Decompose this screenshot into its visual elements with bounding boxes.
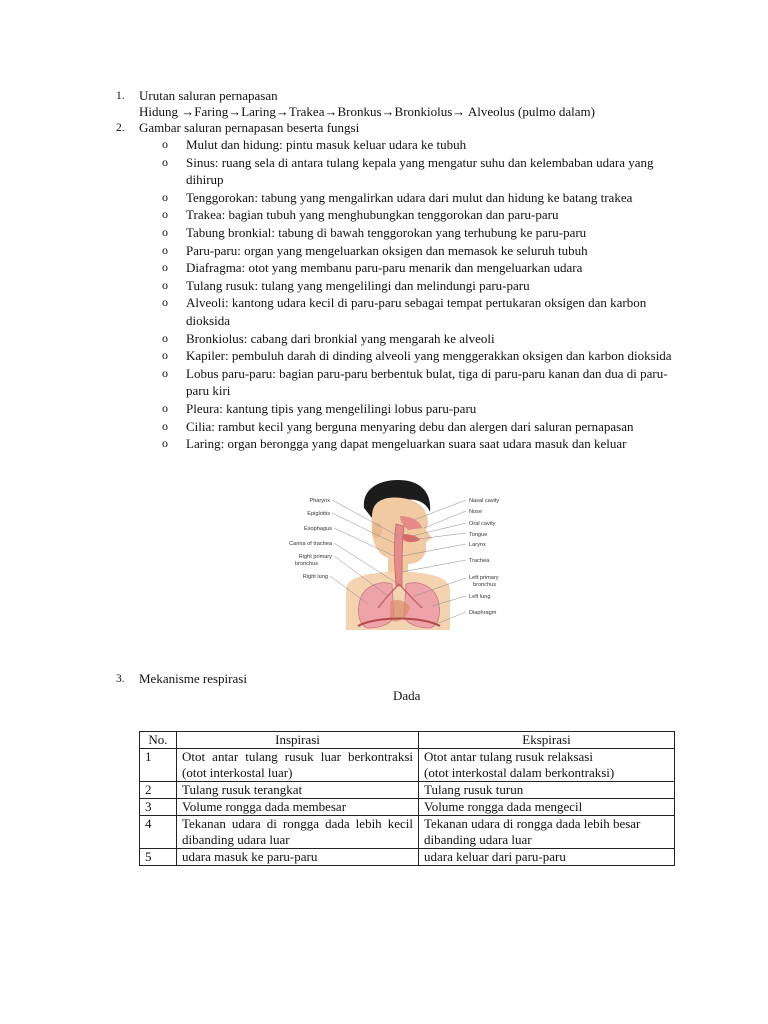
section-2-number: 2.	[116, 122, 125, 134]
cell-ekspirasi: udara keluar dari paru-paru	[419, 849, 675, 866]
cell-inspirasi: Volume rongga dada membesar	[177, 799, 419, 816]
organ-function-list	[0, 136, 768, 453]
header-no: No.	[140, 732, 177, 749]
cell-inspirasi: Tekanan udara di rongga dada lebih kecil dibanding udara luar	[177, 816, 419, 849]
table-row	[140, 749, 675, 782]
label-right-lung: Right lung	[302, 574, 328, 580]
cell-inspirasi: Tulang rusuk terangkat	[177, 782, 419, 799]
section-2-title: Gambar saluran pernapasan beserta fungsi	[139, 120, 360, 135]
label-nasal-cavity: Nasal cavity	[469, 498, 500, 504]
header-inspirasi: Inspirasi	[177, 732, 419, 749]
label-nose: Nose	[469, 509, 483, 515]
cell-no: 5	[140, 849, 177, 866]
label-diaphragm: Diaphragm	[469, 610, 497, 616]
list-item: o Tabung bronkial: tabung di bawah tenggorokan yang terhubung ke paru-paru	[162, 224, 587, 240]
left-labels	[289, 498, 333, 580]
cell-no: 2	[140, 782, 177, 799]
bullet-marker: o	[162, 365, 168, 380]
list-item: o Pleura: kantung tipis yang mengelilingi lobus paru-paru	[162, 400, 477, 416]
list-item: o Tulang rusuk: tulang yang mengelilingi dan melindungi paru-paru	[162, 277, 530, 293]
bullet-marker: o	[162, 436, 168, 451]
cell-no: 1	[140, 749, 177, 782]
bullet-marker: o	[162, 260, 168, 275]
list-item: o Trakea: bagian tubuh yang menghubungkan tenggorokan dan paru-paru	[162, 207, 559, 223]
section-1-title: Urutan saluran pernapasan	[139, 88, 278, 103]
label-left-bronchus: bronchus	[473, 582, 497, 588]
list-item: o Cilia: rambut kecil yang berguna menyaring debu dan alergen dari saluran pernapasan	[162, 418, 634, 434]
list-item: o Tenggorokan: tabung yang mengalirkan udara dari mulut dan hidung ke batang trakea	[162, 189, 633, 205]
bullet-marker: o	[162, 295, 168, 310]
respiratory-sequence: Hidung →Faring→Laring→Trakea→Bronkus→Bronkiolus→ Alveolus (pulmo dalam)	[139, 104, 595, 119]
cell-ekspirasi: Tekanan udara di rongga dada lebih besar dibanding udara luar	[419, 816, 675, 849]
list-item: o Sinus: ruang sela di antara tulang kepala yang mengatur suhu dan kelembaban udara yang dihirup	[162, 154, 654, 188]
label-right-primary: Right primary	[298, 554, 332, 560]
bullet-marker: o	[162, 137, 168, 151]
cell-inspirasi: Otot antar tulang rusuk luar berkontraksi (otot interkostal luar)	[177, 749, 419, 782]
bullet-marker: o	[162, 400, 168, 415]
label-left-lung: Left lung	[469, 594, 491, 600]
list-item: o Paru-paru: organ yang mengeluarkan oksigen dan memasok ke seluruh tubuh	[162, 242, 588, 258]
section-3-number: 3.	[116, 673, 125, 685]
table-row	[140, 799, 675, 816]
respiration-table	[139, 731, 675, 866]
label-trachea: Trachea	[469, 558, 490, 564]
list-item: o Alveoli: kantong udara kecil di paru-paru sebagai tempat pertukaran oksigen dan karbon dioksida	[162, 295, 647, 328]
label-carina: Carina of trachea	[289, 541, 332, 547]
table-row	[140, 782, 675, 799]
cell-ekspirasi: Volume rongga dada mengecil	[419, 799, 675, 816]
table-caption: Dada	[393, 688, 421, 703]
list-item: o Kapiler: pembuluh darah di dinding alveoli yang menggerakkan oksigen dan karbon dioksida	[162, 348, 672, 364]
list-item: o Lobus paru-paru: bagian paru-paru berbentuk bulat, tiga di paru-paru kanan dan dua di paru-paru kiri	[162, 365, 668, 399]
table-header-row	[140, 732, 675, 749]
cell-inspirasi: udara masuk ke paru-paru	[177, 849, 419, 866]
label-larynx: Larynx	[469, 542, 486, 548]
table-row	[140, 849, 675, 866]
list-item: o Laring: organ berongga yang dapat mengeluarkan suara saat udara masuk dan keluar	[162, 436, 627, 452]
bullet-marker: o	[162, 242, 168, 257]
list-item: o Bronkiolus: cabang dari bronkial yang mengarah ke alveoli	[162, 330, 495, 346]
bullet-marker: o	[162, 418, 168, 433]
label-tongue: Tongue	[469, 532, 488, 538]
label-right-bronchus: bronchus	[294, 561, 318, 567]
list-item: o Diafragma: otot yang membanu paru-paru menarik dan mengeluarkan udara	[162, 260, 583, 276]
label-pharynx: Pharynx	[309, 498, 330, 504]
header-ekspirasi: Ekspirasi	[419, 732, 675, 749]
bullet-marker: o	[162, 224, 168, 239]
respiratory-system-illustration	[276, 480, 516, 630]
label-left-primary: Left primary	[469, 575, 499, 581]
label-epiglottis: Epiglottis	[307, 511, 330, 517]
cell-no: 3	[140, 799, 177, 816]
bullet-marker: o	[162, 277, 168, 292]
label-oral-cavity: Oral cavity	[469, 521, 496, 527]
cell-ekspirasi: Otot antar tulang rusuk relaksasi (otot interkostal dalam berkontraksi)	[419, 749, 675, 782]
label-esophagus: Esophagus	[304, 526, 332, 532]
section-3-title: Mekanisme respirasi	[139, 671, 247, 686]
right-labels	[469, 498, 499, 616]
list-item: o Mulut dan hidung: pintu masuk keluar udara ke tubuh	[162, 137, 467, 152]
bullet-marker: o	[162, 348, 168, 363]
cell-ekspirasi: Tulang rusuk turun	[419, 782, 675, 799]
bullet-marker: o	[162, 330, 168, 345]
cell-no: 4	[140, 816, 177, 849]
table-row	[140, 816, 675, 849]
bullet-marker: o	[162, 154, 168, 169]
section-1-number: 1.	[116, 90, 125, 102]
bullet-marker: o	[162, 207, 168, 222]
bullet-marker: o	[162, 189, 168, 204]
